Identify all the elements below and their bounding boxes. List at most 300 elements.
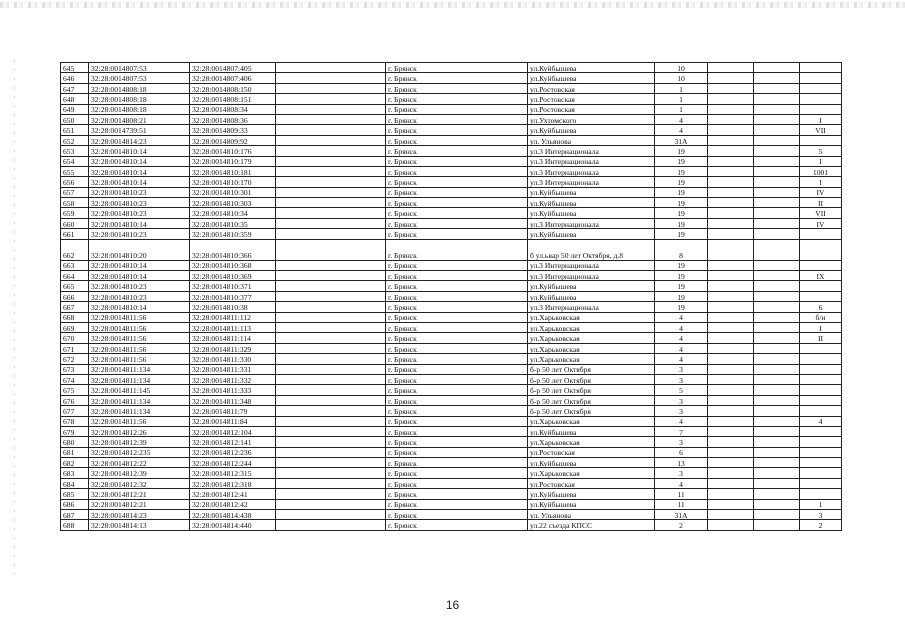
- house-number-cell: 3: [655, 437, 708, 447]
- row-number-cell: 685: [61, 489, 89, 499]
- city-cell: г. Брянск: [386, 322, 528, 332]
- blank-column-cell: [276, 229, 386, 239]
- building-number-cell: [708, 218, 754, 228]
- street-cell: б-р 50 лет Октября: [528, 374, 655, 384]
- house-number-cell: 3: [655, 406, 708, 416]
- parent-cadastral-number-cell: 32:28:0014810:23: [89, 208, 190, 218]
- city-cell: г. Брянск: [386, 343, 528, 353]
- letter-cell: [754, 177, 800, 187]
- apartment-number-cell: [800, 468, 842, 478]
- parent-cadastral-number-cell: 32:28:0014812:32: [89, 478, 190, 488]
- house-number-cell: 19: [655, 198, 708, 208]
- cadastral-number-cell: 32:28:0014810:366: [190, 239, 276, 260]
- building-number-cell: [708, 239, 754, 260]
- blank-column-cell: [276, 478, 386, 488]
- parent-cadastral-number-cell: 32:28:0014811:134: [89, 364, 190, 374]
- street-cell: ул.Куйбышева: [528, 73, 655, 83]
- parent-cadastral-number-cell: 32:28:0014808:18: [89, 83, 190, 93]
- city-cell: г. Брянск: [386, 146, 528, 156]
- street-cell: ул.3 Интернационала: [528, 302, 655, 312]
- blank-column-cell: [276, 343, 386, 353]
- table-row: [61, 322, 842, 332]
- row-number-cell: 680: [61, 437, 89, 447]
- table-row: [61, 406, 842, 416]
- house-number-cell: 4: [655, 312, 708, 322]
- apartment-number-cell: [800, 73, 842, 83]
- letter-cell: [754, 104, 800, 114]
- letter-cell: [754, 94, 800, 104]
- parent-cadastral-number-cell: 32:28:0014810:14: [89, 271, 190, 281]
- apartment-number-cell: IV: [800, 218, 842, 228]
- apartment-number-cell: [800, 385, 842, 395]
- apartment-number-cell: 1001: [800, 166, 842, 176]
- row-number-cell: 662: [61, 239, 89, 260]
- apartment-number-cell: [800, 104, 842, 114]
- letter-cell: [754, 374, 800, 384]
- letter-cell: [754, 458, 800, 468]
- parent-cadastral-number-cell: 32:28:0014812:22: [89, 458, 190, 468]
- letter-cell: [754, 395, 800, 405]
- row-number-cell: 648: [61, 94, 89, 104]
- letter-cell: [754, 73, 800, 83]
- city-cell: г. Брянск: [386, 198, 528, 208]
- cadastral-number-cell: 32:28:0014810:170: [190, 177, 276, 187]
- city-cell: г. Брянск: [386, 510, 528, 520]
- street-cell: ул.Куйбышева: [528, 229, 655, 239]
- apartment-number-cell: VII: [800, 125, 842, 135]
- cadastral-number-cell: 32:28:0014812:315: [190, 468, 276, 478]
- city-cell: г. Брянск: [386, 468, 528, 478]
- parent-cadastral-number-cell: 32:28:0014811:56: [89, 416, 190, 426]
- building-number-cell: [708, 416, 754, 426]
- city-cell: г. Брянск: [386, 229, 528, 239]
- row-number-cell: 649: [61, 104, 89, 114]
- city-cell: г. Брянск: [386, 520, 528, 530]
- building-number-cell: [708, 166, 754, 176]
- house-number-cell: 19: [655, 177, 708, 187]
- property-register-table: [60, 62, 842, 531]
- city-cell: г. Брянск: [386, 437, 528, 447]
- cadastral-number-cell: 32:28:0014812:104: [190, 426, 276, 436]
- blank-column-cell: [276, 520, 386, 530]
- apartment-number-cell: 4: [800, 416, 842, 426]
- building-number-cell: [708, 447, 754, 457]
- row-number-cell: 664: [61, 271, 89, 281]
- row-number-cell: 676: [61, 395, 89, 405]
- house-number-cell: 2: [655, 520, 708, 530]
- row-number-cell: 679: [61, 426, 89, 436]
- parent-cadastral-number-cell: 32:28:0014811:56: [89, 354, 190, 364]
- blank-column-cell: [276, 63, 386, 73]
- parent-cadastral-number-cell: 32:28:0014810:14: [89, 146, 190, 156]
- blank-column-cell: [276, 510, 386, 520]
- row-number-cell: 668: [61, 312, 89, 322]
- building-number-cell: [708, 187, 754, 197]
- row-number-cell: 678: [61, 416, 89, 426]
- parent-cadastral-number-cell: 32:28:0014739:51: [89, 125, 190, 135]
- apartment-number-cell: [800, 364, 842, 374]
- parent-cadastral-number-cell: 32:28:0014811:145: [89, 385, 190, 395]
- building-number-cell: [708, 94, 754, 104]
- cadastral-number-cell: 32:28:0014809:33: [190, 125, 276, 135]
- letter-cell: [754, 333, 800, 343]
- city-cell: г. Брянск: [386, 104, 528, 114]
- house-number-cell: 4: [655, 478, 708, 488]
- city-cell: г. Брянск: [386, 447, 528, 457]
- letter-cell: [754, 114, 800, 124]
- cadastral-number-cell: 32:28:0014814:440: [190, 520, 276, 530]
- building-number-cell: [708, 114, 754, 124]
- blank-column-cell: [276, 468, 386, 478]
- cadastral-number-cell: 32:28:0014811:330: [190, 354, 276, 364]
- building-number-cell: [708, 177, 754, 187]
- row-number-cell: 677: [61, 406, 89, 416]
- parent-cadastral-number-cell: 32:28:0014808:18: [89, 94, 190, 104]
- cadastral-number-cell: 32:28:0014814:438: [190, 510, 276, 520]
- apartment-number-cell: IV: [800, 187, 842, 197]
- letter-cell: [754, 437, 800, 447]
- apartment-number-cell: [800, 281, 842, 291]
- table-row: [61, 198, 842, 208]
- city-cell: г. Брянск: [386, 458, 528, 468]
- register-rows: [61, 63, 842, 531]
- city-cell: г. Брянск: [386, 135, 528, 145]
- apartment-number-cell: 5: [800, 146, 842, 156]
- row-number-cell: 660: [61, 218, 89, 228]
- building-number-cell: [708, 83, 754, 93]
- letter-cell: [754, 302, 800, 312]
- street-cell: ул. Ульянова: [528, 510, 655, 520]
- house-number-cell: 19: [655, 218, 708, 228]
- house-number-cell: 19: [655, 229, 708, 239]
- letter-cell: [754, 156, 800, 166]
- blank-column-cell: [276, 333, 386, 343]
- table-row: [61, 156, 842, 166]
- house-number-cell: 19: [655, 281, 708, 291]
- street-cell: ул.Куйбышева: [528, 426, 655, 436]
- house-number-cell: 4: [655, 354, 708, 364]
- apartment-number-cell: [800, 478, 842, 488]
- parent-cadastral-number-cell: 32:28:0014812:21: [89, 489, 190, 499]
- letter-cell: [754, 354, 800, 364]
- blank-column-cell: [276, 406, 386, 416]
- street-cell: ул.Ростовская: [528, 104, 655, 114]
- apartment-number-cell: [800, 447, 842, 457]
- blank-column-cell: [276, 426, 386, 436]
- house-number-cell: 3: [655, 468, 708, 478]
- table-row: [61, 416, 842, 426]
- parent-cadastral-number-cell: 32:28:0014810:23: [89, 198, 190, 208]
- street-cell: ул.Харьковская: [528, 322, 655, 332]
- table-row: [61, 437, 842, 447]
- city-cell: г. Брянск: [386, 73, 528, 83]
- table-row: [61, 208, 842, 218]
- building-number-cell: [708, 312, 754, 322]
- cadastral-number-cell: 32:28:0014812:236: [190, 447, 276, 457]
- parent-cadastral-number-cell: 32:28:0014810:14: [89, 156, 190, 166]
- city-cell: г. Брянск: [386, 291, 528, 301]
- row-number-cell: 657: [61, 187, 89, 197]
- street-cell: ул.3 Интернационала: [528, 271, 655, 281]
- cadastral-number-cell: 32:28:0014809:92: [190, 135, 276, 145]
- blank-column-cell: [276, 395, 386, 405]
- city-cell: г. Брянск: [386, 218, 528, 228]
- row-number-cell: 688: [61, 520, 89, 530]
- street-cell: ул.3 Интернационала: [528, 166, 655, 176]
- table-row: [61, 239, 842, 260]
- apartment-number-cell: [800, 83, 842, 93]
- building-number-cell: [708, 364, 754, 374]
- blank-column-cell: [276, 437, 386, 447]
- table-row: [61, 73, 842, 83]
- parent-cadastral-number-cell: 32:28:0014812:39: [89, 468, 190, 478]
- apartment-number-cell: [800, 260, 842, 270]
- parent-cadastral-number-cell: 32:28:0014812:235: [89, 447, 190, 457]
- scan-noise-top: [0, 2, 905, 8]
- street-cell: ул.Куйбышева: [528, 489, 655, 499]
- parent-cadastral-number-cell: 32:28:0014810:23: [89, 291, 190, 301]
- table-row: [61, 520, 842, 530]
- row-number-cell: 687: [61, 510, 89, 520]
- blank-column-cell: [276, 146, 386, 156]
- street-cell: б-р 50 лет Октября: [528, 364, 655, 374]
- street-cell: ул.Харьковская: [528, 333, 655, 343]
- street-cell: ул.3 Интернационала: [528, 218, 655, 228]
- scan-noise-left: [14, 60, 15, 580]
- table-row: [61, 271, 842, 281]
- parent-cadastral-number-cell: 32:28:0014810:23: [89, 229, 190, 239]
- city-cell: г. Брянск: [386, 125, 528, 135]
- city-cell: г. Брянск: [386, 94, 528, 104]
- building-number-cell: [708, 333, 754, 343]
- house-number-cell: 19: [655, 260, 708, 270]
- apartment-number-cell: [800, 343, 842, 353]
- cadastral-number-cell: 32:28:0014811:84: [190, 416, 276, 426]
- table-row: [61, 281, 842, 291]
- building-number-cell: [708, 208, 754, 218]
- blank-column-cell: [276, 447, 386, 457]
- building-number-cell: [708, 426, 754, 436]
- house-number-cell: 19: [655, 146, 708, 156]
- parent-cadastral-number-cell: 32:28:0014810:14: [89, 166, 190, 176]
- parent-cadastral-number-cell: 32:28:0014807:53: [89, 63, 190, 73]
- cadastral-number-cell: 32:28:0014810:303: [190, 198, 276, 208]
- building-number-cell: [708, 281, 754, 291]
- city-cell: г. Брянск: [386, 156, 528, 166]
- table-row: [61, 260, 842, 270]
- table-row: [61, 468, 842, 478]
- apartment-number-cell: [800, 291, 842, 301]
- building-number-cell: [708, 489, 754, 499]
- apartment-number-cell: 3: [800, 510, 842, 520]
- blank-column-cell: [276, 458, 386, 468]
- cadastral-number-cell: 32:28:0014810:38: [190, 302, 276, 312]
- house-number-cell: 4: [655, 343, 708, 353]
- letter-cell: [754, 198, 800, 208]
- building-number-cell: [708, 322, 754, 332]
- blank-column-cell: [276, 291, 386, 301]
- letter-cell: [754, 135, 800, 145]
- building-number-cell: [708, 395, 754, 405]
- letter-cell: [754, 260, 800, 270]
- parent-cadastral-number-cell: 32:28:0014812:21: [89, 499, 190, 509]
- street-cell: ул. Ульянова: [528, 135, 655, 145]
- apartment-number-cell: [800, 94, 842, 104]
- cadastral-number-cell: 32:28:0014811:348: [190, 395, 276, 405]
- building-number-cell: [708, 499, 754, 509]
- row-number-cell: 672: [61, 354, 89, 364]
- building-number-cell: [708, 468, 754, 478]
- blank-column-cell: [276, 374, 386, 384]
- blank-column-cell: [276, 104, 386, 114]
- city-cell: г. Брянск: [386, 312, 528, 322]
- building-number-cell: [708, 406, 754, 416]
- table-row: [61, 510, 842, 520]
- cadastral-number-cell: 32:28:0014812:141: [190, 437, 276, 447]
- house-number-cell: 3: [655, 364, 708, 374]
- table-row: [61, 364, 842, 374]
- parent-cadastral-number-cell: 32:28:0014810:14: [89, 177, 190, 187]
- street-cell: ул.3 Интернационала: [528, 146, 655, 156]
- row-number-cell: 647: [61, 83, 89, 93]
- street-cell: ул.Куйбышева: [528, 499, 655, 509]
- city-cell: г. Брянск: [386, 385, 528, 395]
- city-cell: г. Брянск: [386, 489, 528, 499]
- letter-cell: [754, 146, 800, 156]
- street-cell: ул.Харьковская: [528, 343, 655, 353]
- street-cell: ул.Ростовская: [528, 478, 655, 488]
- row-number-cell: 669: [61, 322, 89, 332]
- street-cell: б ул.ьвар 50 лет Октября, д.8: [528, 239, 655, 260]
- street-cell: ул.Куйбышева: [528, 187, 655, 197]
- letter-cell: [754, 416, 800, 426]
- apartment-number-cell: IX: [800, 271, 842, 281]
- blank-column-cell: [276, 135, 386, 145]
- city-cell: г. Брянск: [386, 426, 528, 436]
- table-row: [61, 374, 842, 384]
- blank-column-cell: [276, 364, 386, 374]
- apartment-number-cell: [800, 395, 842, 405]
- cadastral-number-cell: 32:28:0014811:113: [190, 322, 276, 332]
- row-number-cell: 684: [61, 478, 89, 488]
- building-number-cell: [708, 437, 754, 447]
- building-number-cell: [708, 135, 754, 145]
- blank-column-cell: [276, 177, 386, 187]
- row-number-cell: 671: [61, 343, 89, 353]
- building-number-cell: [708, 271, 754, 281]
- table-row: [61, 343, 842, 353]
- city-cell: г. Брянск: [386, 499, 528, 509]
- building-number-cell: [708, 520, 754, 530]
- table-row: [61, 489, 842, 499]
- cadastral-number-cell: 32:28:0014811:79: [190, 406, 276, 416]
- house-number-cell: 19: [655, 187, 708, 197]
- apartment-number-cell: [800, 489, 842, 499]
- street-cell: ул.Ростовская: [528, 447, 655, 457]
- cadastral-number-cell: 32:28:0014812:41: [190, 489, 276, 499]
- house-number-cell: 5: [655, 385, 708, 395]
- street-cell: ул.Куйбышева: [528, 198, 655, 208]
- parent-cadastral-number-cell: 32:28:0014810:23: [89, 187, 190, 197]
- parent-cadastral-number-cell: 32:28:0014811:56: [89, 333, 190, 343]
- city-cell: г. Брянск: [386, 260, 528, 270]
- cadastral-number-cell: 32:28:0014811:114: [190, 333, 276, 343]
- row-number-cell: 656: [61, 177, 89, 187]
- row-number-cell: 645: [61, 63, 89, 73]
- street-cell: ул.3 Интернационала: [528, 260, 655, 270]
- table-row: [61, 218, 842, 228]
- letter-cell: [754, 312, 800, 322]
- table-row: [61, 426, 842, 436]
- street-cell: ул.Куйбышева: [528, 208, 655, 218]
- blank-column-cell: [276, 73, 386, 83]
- cadastral-number-cell: 32:28:0014811:333: [190, 385, 276, 395]
- parent-cadastral-number-cell: 32:28:0014811:134: [89, 374, 190, 384]
- table-row: [61, 177, 842, 187]
- letter-cell: [754, 63, 800, 73]
- parent-cadastral-number-cell: 32:28:0014808:18: [89, 104, 190, 114]
- row-number-cell: 653: [61, 146, 89, 156]
- street-cell: ул.22 съезда КПСС: [528, 520, 655, 530]
- blank-column-cell: [276, 312, 386, 322]
- blank-column-cell: [276, 416, 386, 426]
- apartment-number-cell: [800, 354, 842, 364]
- building-number-cell: [708, 260, 754, 270]
- letter-cell: [754, 239, 800, 260]
- house-number-cell: 19: [655, 271, 708, 281]
- apartment-number-cell: 6: [800, 302, 842, 312]
- house-number-cell: 19: [655, 166, 708, 176]
- city-cell: г. Брянск: [386, 302, 528, 312]
- street-cell: ул.Харьковская: [528, 437, 655, 447]
- row-number-cell: 651: [61, 125, 89, 135]
- city-cell: г. Брянск: [386, 166, 528, 176]
- letter-cell: [754, 218, 800, 228]
- building-number-cell: [708, 510, 754, 520]
- blank-column-cell: [276, 281, 386, 291]
- row-number-cell: 658: [61, 198, 89, 208]
- blank-column-cell: [276, 187, 386, 197]
- building-number-cell: [708, 458, 754, 468]
- parent-cadastral-number-cell: 32:28:0014807:53: [89, 73, 190, 83]
- row-number-cell: 666: [61, 291, 89, 301]
- street-cell: ул.Ухтомского: [528, 114, 655, 124]
- cadastral-number-cell: 32:28:0014808:150: [190, 83, 276, 93]
- table-row: [61, 166, 842, 176]
- house-number-cell: 11: [655, 499, 708, 509]
- table-row: [61, 104, 842, 114]
- blank-column-cell: [276, 354, 386, 364]
- city-cell: г. Брянск: [386, 374, 528, 384]
- house-number-cell: 19: [655, 208, 708, 218]
- city-cell: г. Брянск: [386, 271, 528, 281]
- street-cell: ул.Харьковская: [528, 468, 655, 478]
- table-row: [61, 333, 842, 343]
- building-number-cell: [708, 229, 754, 239]
- blank-column-cell: [276, 260, 386, 270]
- building-number-cell: [708, 146, 754, 156]
- building-number-cell: [708, 343, 754, 353]
- cadastral-number-cell: 32:28:0014810:176: [190, 146, 276, 156]
- house-number-cell: 10: [655, 73, 708, 83]
- table-row: [61, 229, 842, 239]
- street-cell: ул.Харьковская: [528, 416, 655, 426]
- cadastral-number-cell: 32:28:0014810:179: [190, 156, 276, 166]
- building-number-cell: [708, 302, 754, 312]
- blank-column-cell: [276, 218, 386, 228]
- letter-cell: [754, 208, 800, 218]
- letter-cell: [754, 478, 800, 488]
